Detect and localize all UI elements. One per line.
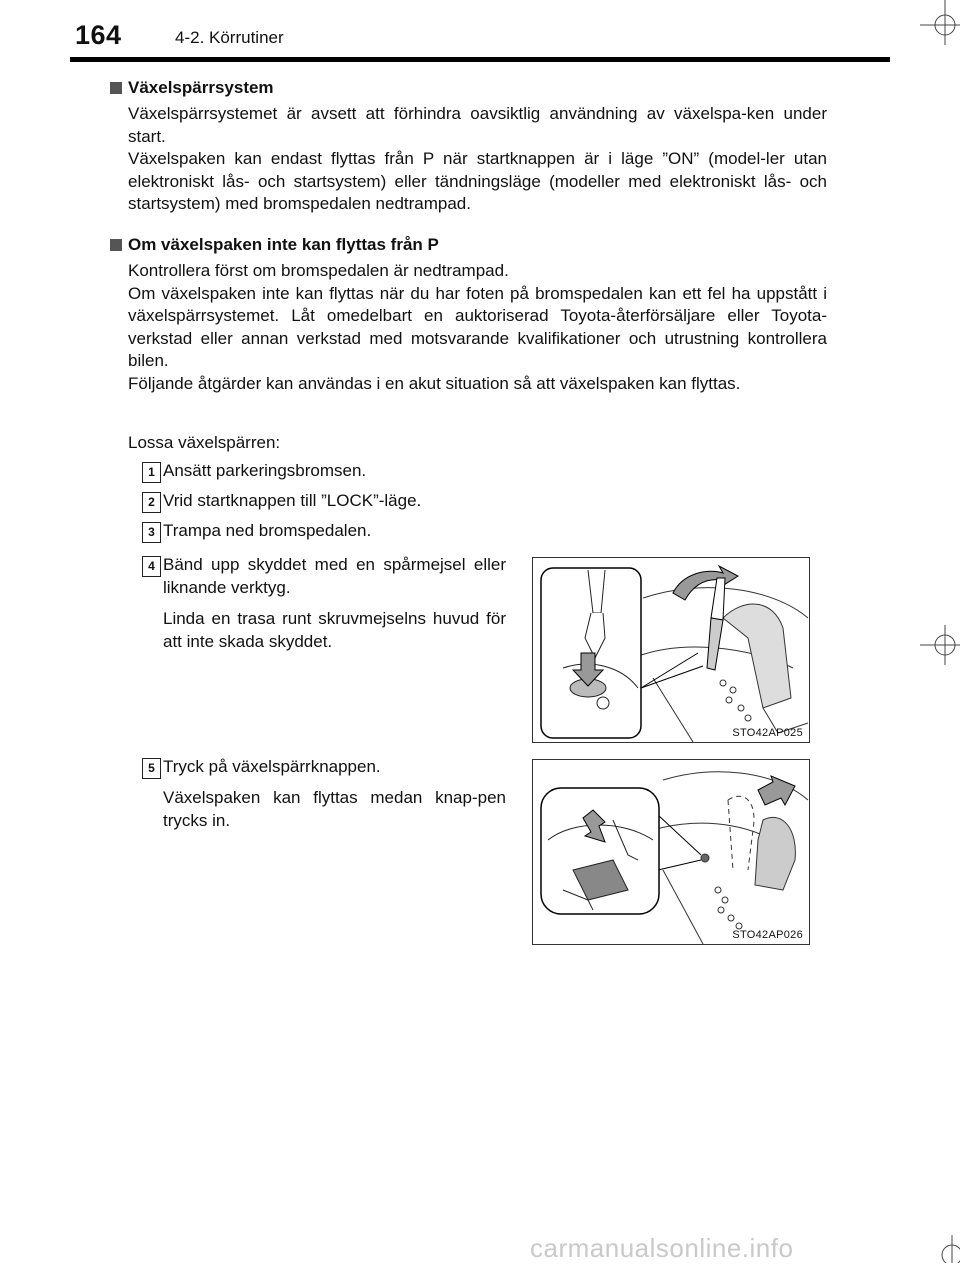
section-heading-shift-stuck: Om växelspaken inte kan flyttas från P [110, 235, 439, 255]
section-body-shift-lock: Växelspärrsystemet är avsett att förhindra oavsiktlig användning av växelspa-ken under start. Växelspaken kan endast flyttas från P när startknappen är i läge ”ON” (model-ler utan elektroniskt lås- och startsystem) eller tändningsläge (modeller med elektroniskt lås- och startsystem) med bromspedalen nedtrampad. [128, 104, 827, 213]
release-intro: Lossa växelspärren: [128, 433, 281, 452]
section-body-shift-stuck: Kontrollera först om bromspedalen är nedtrampad. Om växelspaken inte kan flyttas när du har foten på bromspedalen kan ett fel ha uppstått i växelspärrsystemet. Låt omedelbart en auktoriserad Toyota-återförsäljare eller Toyota-verkstad eller annan verkstad med motsvarande kvalifikationer och utrustning kontrollera bilen. Följande åtgärder kan användas i en akut situation så att växelspaken kan flyttas. [128, 261, 827, 393]
step-text: Vrid startknappen till ”LOCK”-läge. [163, 491, 422, 510]
step-text: Trampa ned bromspedalen. [163, 521, 372, 540]
figure-code: STO42AP026 [732, 929, 803, 941]
step-note: Växelspaken kan flyttas medan knap-pen trycks in. [163, 788, 506, 830]
figure-pry-cover [532, 557, 810, 743]
figure-code: STO42AP025 [732, 727, 803, 739]
page-number: 164 [75, 20, 122, 50]
step-number: 5 [142, 758, 161, 779]
step-text: Bänd upp skyddet med en spårmejsel eller liknande verktyg. [163, 555, 506, 597]
header-rule [70, 57, 890, 62]
figure-illustration [533, 558, 809, 742]
step-number: 3 [142, 522, 161, 543]
step-number: 2 [142, 492, 161, 513]
section-heading-shift-lock: Växelspärrsystem [110, 78, 274, 98]
chapter-title: 4-2. Körrutiner [175, 28, 284, 47]
bullet-square-icon [110, 82, 122, 94]
step-note: Linda en trasa runt skruvmejselns huvud för att inte skada skyddet. [163, 609, 506, 651]
watermark: carmanualsonline.info [530, 1233, 794, 1263]
step-text: Ansätt parkeringsbromsen. [163, 461, 367, 480]
step-number: 4 [142, 556, 161, 577]
figure-release-button [532, 759, 810, 945]
bullet-square-icon [110, 239, 122, 251]
figure-illustration [533, 760, 809, 944]
step-text: Tryck på växelspärrknappen. [163, 757, 381, 776]
step-number: 1 [142, 462, 161, 483]
